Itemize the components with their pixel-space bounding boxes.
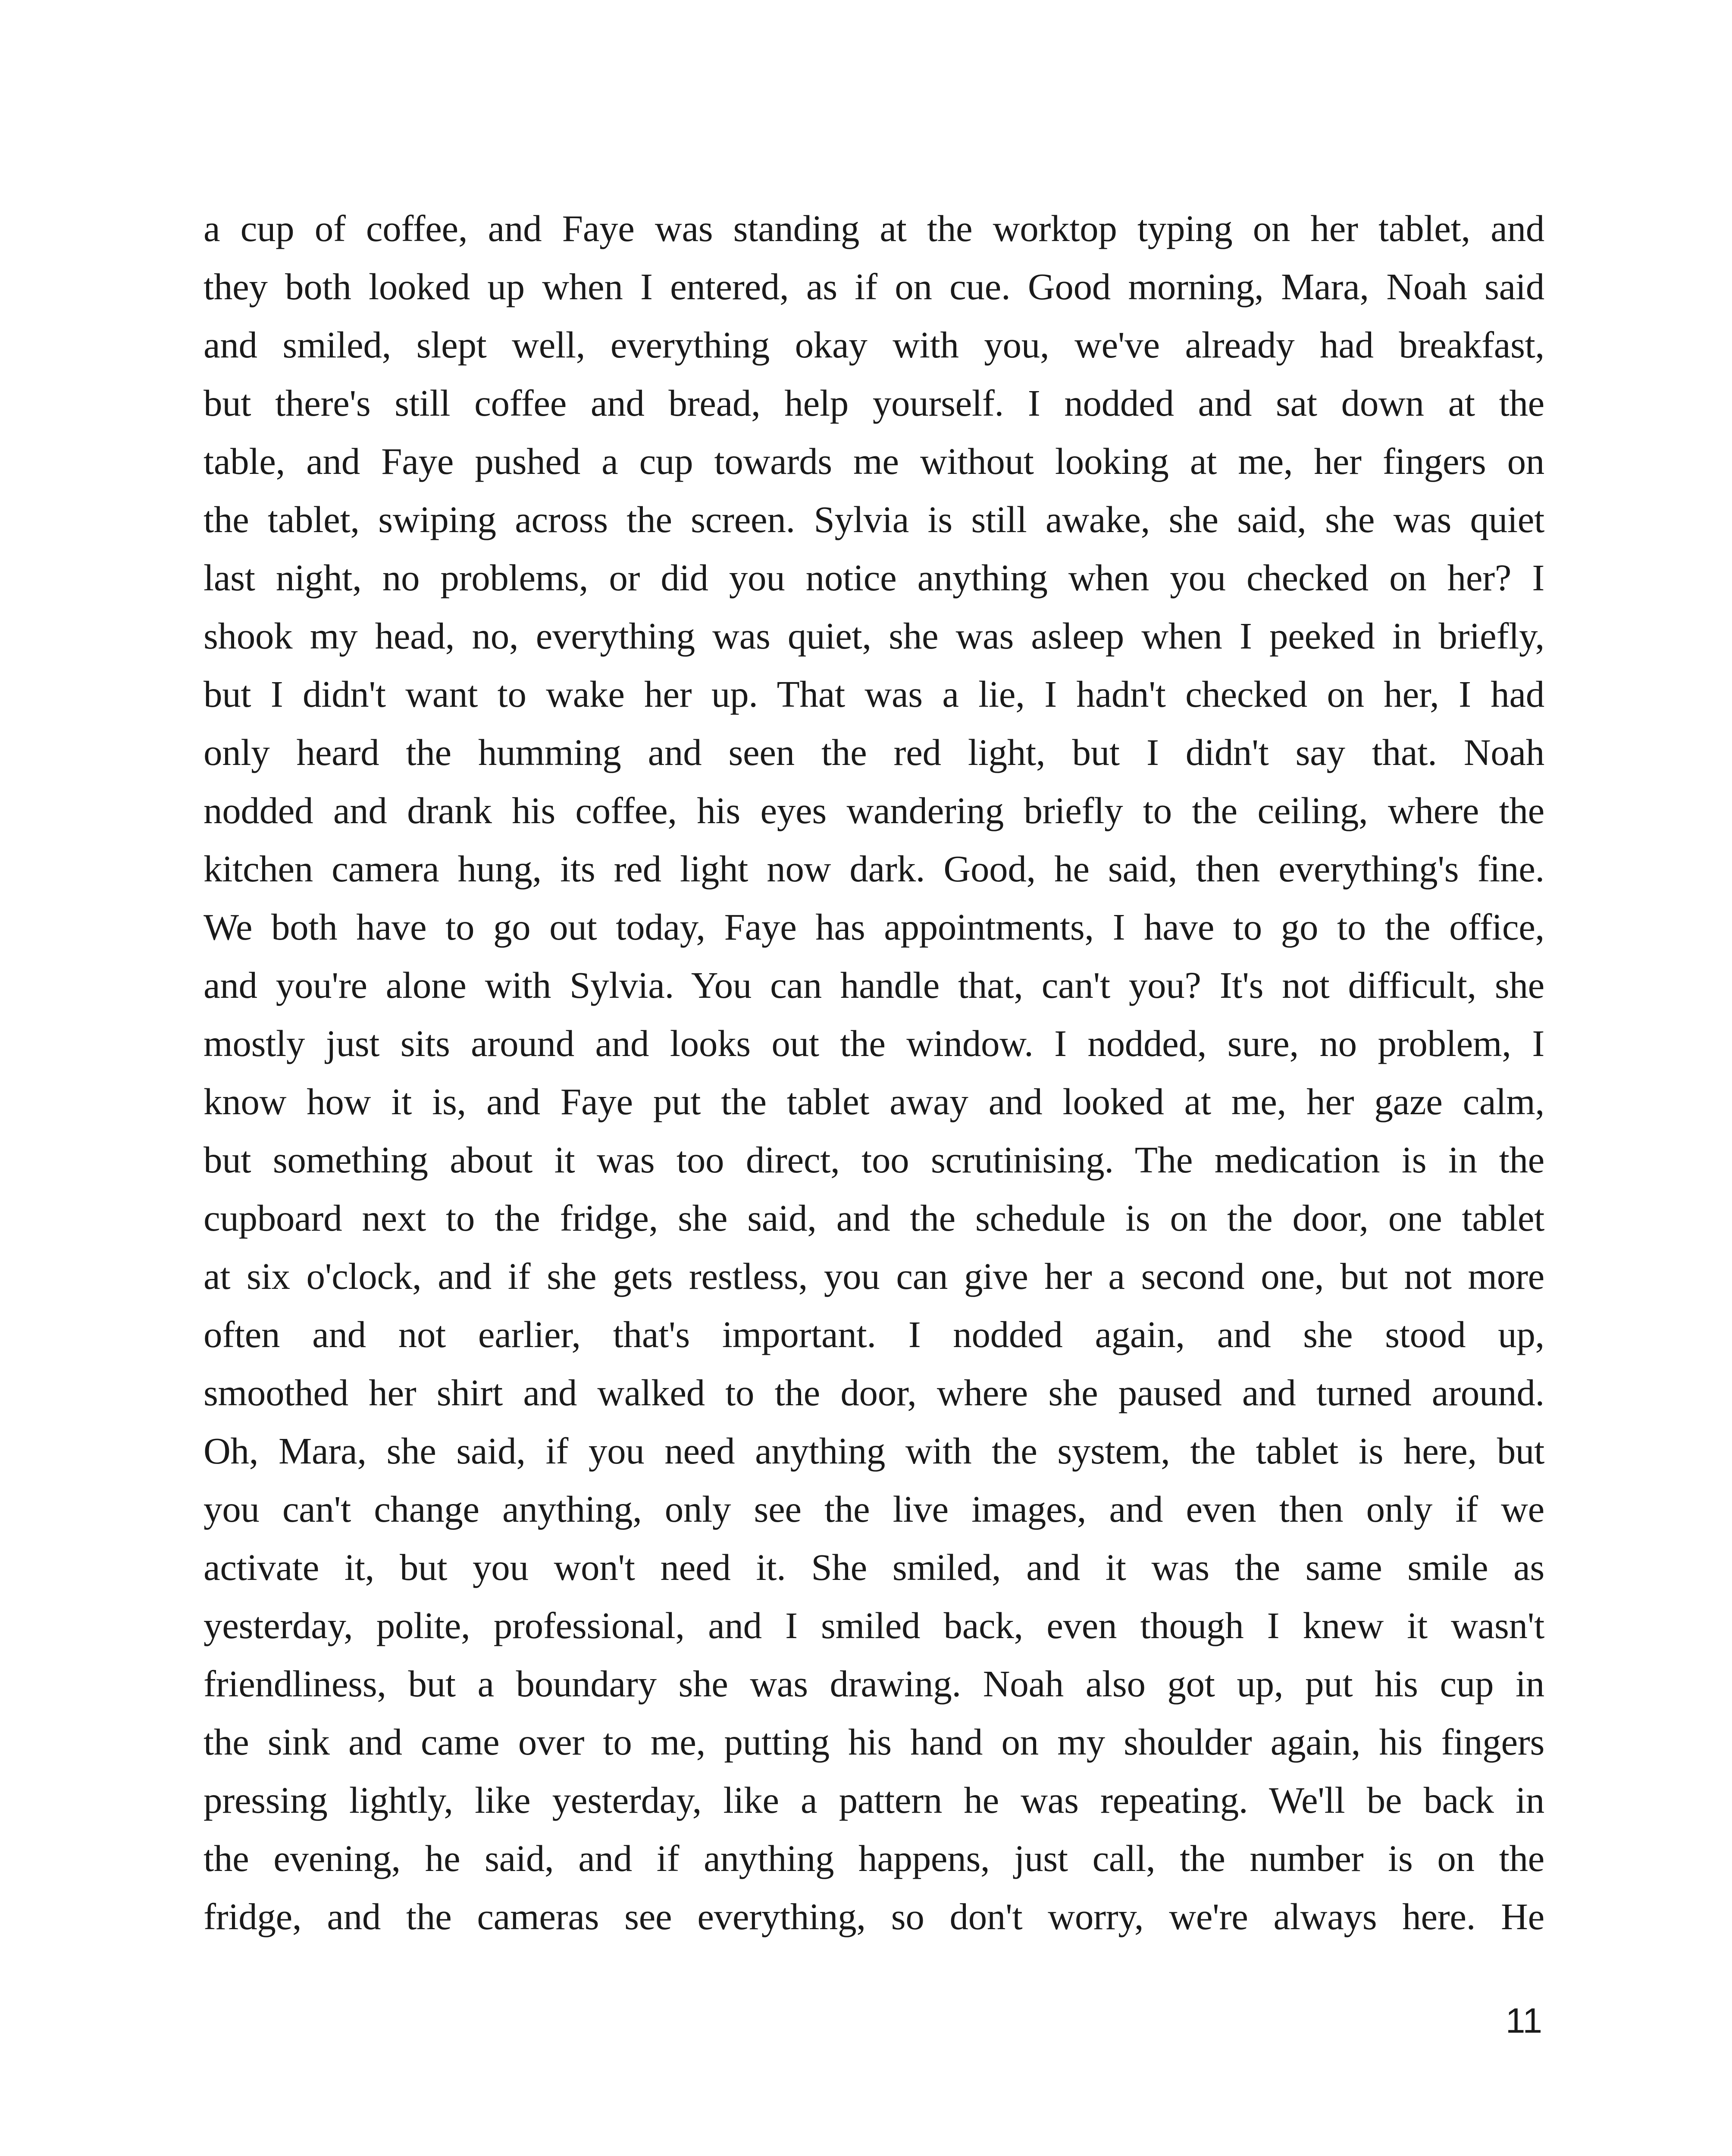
text-line: friendliness, but a boundary she was drawing. Noah also got up, put his cup in [204,1663,1544,1705]
page-number: 11 [1505,2001,1542,2040]
text-line: fridge, and the cameras see everything, so don't worry, we're always here. He [204,1896,1544,1937]
text-line: mostly just sits around and looks out the window. I nodded, sure, no problem, I [204,1022,1544,1064]
text-line: often and not earlier, that's important. I nodded again, and she stood up, [204,1313,1544,1355]
text-line: only heard the humming and seen the red light, but I didn't say that. Noah [204,731,1544,773]
text-line: you can't change anything, only see the live images, and even then only if we [204,1488,1544,1530]
text-line: and you're alone with Sylvia. You can handle that, can't you? It's not difficult, she [204,964,1544,1006]
text-line: the tablet, swiping across the screen. Sylvia is still awake, she said, she was quiet [204,498,1544,540]
body-paragraph [204,199,1544,1946]
text-line: Oh, Mara, she said, if you need anything with the system, the tablet is here, but [204,1430,1544,1472]
text-line: smoothed her shirt and walked to the door, where she paused and turned around. [204,1372,1544,1413]
text-line: at six o'clock, and if she gets restless, you can give her a second one, but not more [204,1255,1544,1297]
text-line: yesterday, polite, professional, and I smiled back, even though I knew it wasn't [204,1604,1544,1646]
text-line: last night, no problems, or did you notice anything when you checked on her? I [204,557,1544,599]
text-line: pressing lightly, like yesterday, like a pattern he was repeating. We'll be back in [204,1779,1544,1821]
text-line: shook my head, no, everything was quiet, she was asleep when I peeked in briefly, [204,615,1544,657]
text-line: kitchen camera hung, its red light now dark. Good, he said, then everything's fine. [204,848,1544,890]
text-line: and smiled, slept well, everything okay with you, we've already had breakfast, [204,324,1544,366]
text-line: know how it is, and Faye put the tablet away and looked at me, her gaze calm, [204,1081,1544,1122]
text-line: activate it, but you won't need it. She smiled, and it was the same smile as [204,1546,1544,1588]
text-line: but something about it was too direct, too scrutinising. The medication is in the [204,1139,1544,1181]
text-line: the evening, he said, and if anything happens, just call, the number is on the [204,1837,1544,1879]
text-line: nodded and drank his coffee, his eyes wandering briefly to the ceiling, where the [204,790,1544,831]
text-line: cupboard next to the fridge, she said, and the schedule is on the door, one tablet [204,1197,1544,1239]
text-line: but I didn't want to wake her up. That was a lie, I hadn't checked on her, I had [204,673,1544,715]
text-line: but there's still coffee and bread, help yourself. I nodded and sat down at the [204,382,1544,424]
text-line: they both looked up when I entered, as if on cue. Good morning, Mara, Noah said [204,266,1544,307]
text-line: We both have to go out today, Faye has appointments, I have to go to the office, [204,906,1544,948]
text-line: the sink and came over to me, putting his hand on my shoulder again, his fingers [204,1721,1544,1763]
text-line: a cup of coffee, and Faye was standing at the worktop typing on her tablet, and [204,207,1544,249]
text-line: table, and Faye pushed a cup towards me without looking at me, her fingers on [204,440,1544,482]
